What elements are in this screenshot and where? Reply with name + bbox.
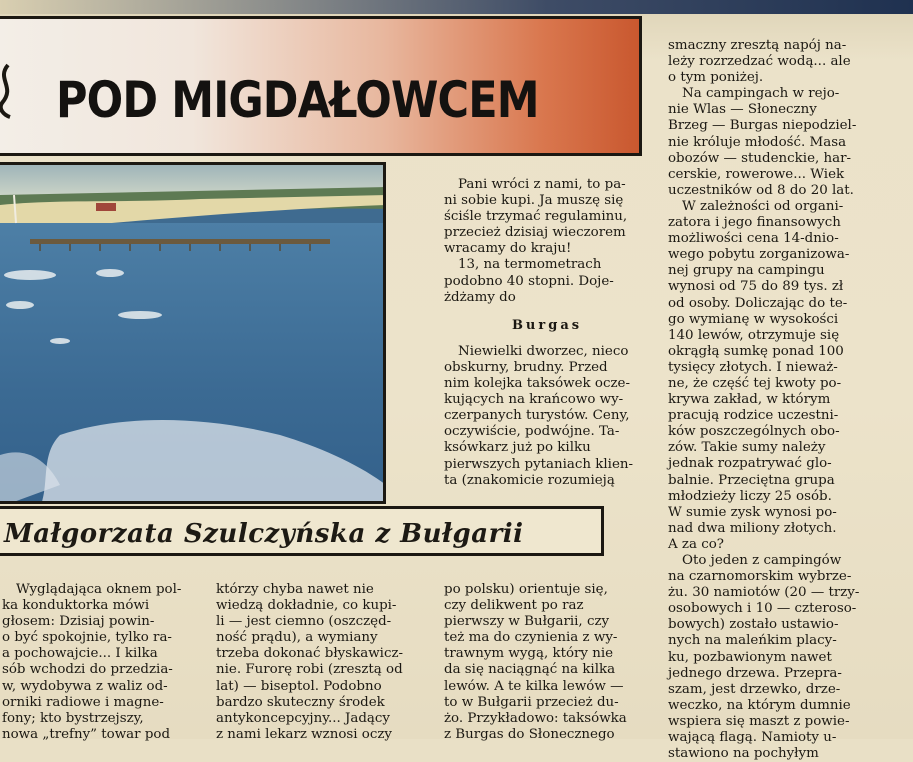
- text-line: zów. Takie sumy należy: [668, 440, 826, 456]
- text-line: nie króluje młodość. Masa: [668, 134, 847, 150]
- text-line: pierwszy w Bułgarii, czy: [444, 614, 610, 630]
- text-line: sób wchodzi do przedzia-: [2, 662, 173, 678]
- text-line: bardzo skuteczny środek: [216, 694, 385, 710]
- text-line: żdżamy do: [444, 289, 516, 305]
- beach-photo: [0, 162, 386, 504]
- text-column-middle: [444, 177, 650, 489]
- text-line: tysięcy złotych. I nieważ-: [668, 359, 838, 375]
- text-line: żo. Przykładowo: taksówka: [444, 710, 627, 726]
- text-line: fony; kto bystrzejszy,: [2, 710, 144, 726]
- text-line: od osoby. Doliczając do te-: [668, 295, 848, 311]
- text-line: ta (znakomicie rozumieją: [444, 472, 615, 488]
- text-line: kujących na krańcowo wy-: [444, 392, 624, 408]
- text-line: nim kolejka taksówek ocze-: [444, 376, 630, 392]
- text-line: Brzeg — Burgas niepodziel-: [668, 118, 857, 134]
- text-line: żu. 30 namiotów (20 — trzy-: [668, 585, 860, 601]
- text-line: ni sobie kupi. Ja muszę się: [444, 193, 624, 209]
- text-line: lewów. A te kilka lewów —: [444, 678, 624, 694]
- text-line: szam, jest drzewko, drze-: [668, 681, 841, 697]
- text-line: zatora i jego finansowych: [668, 215, 841, 231]
- text-line: na czarnomorskim wybrze-: [668, 569, 852, 585]
- text-line: stawiono na pochyłym: [668, 746, 819, 762]
- text-line: wającą flagą. Namioty u-: [668, 730, 837, 746]
- text-line: Wyglądająca oknem pol-: [16, 582, 182, 597]
- text-line: balnie. Przeciętna grupa: [668, 472, 835, 488]
- swash-ornament-icon: [0, 63, 18, 119]
- text-column-right: [668, 38, 880, 762]
- text-line: da się naciągnąć na kilka: [444, 662, 616, 678]
- text-line: podobno 40 stopni. Doje-: [444, 273, 614, 289]
- text-line: ne, że część tej kwoty po-: [668, 375, 842, 391]
- text-line: czy delikwent po raz: [444, 598, 584, 614]
- text-line: ność prądu), a wymiany: [216, 630, 378, 646]
- text-line: Niewielki dworzec, nieco: [458, 343, 629, 359]
- text-line: trawnym wygą, który nie: [444, 646, 614, 662]
- title-banner: [0, 16, 642, 156]
- text-line: nowa „trefny” towar pod: [2, 726, 171, 742]
- text-line: pierwszych pytaniach klien-: [444, 456, 634, 472]
- article-title: POD MIGDAŁOWCEM: [56, 71, 539, 129]
- text-line: możliwości cena 14-dnio-: [668, 231, 839, 247]
- text-line: w, wydobywa z waliz od-: [2, 678, 168, 694]
- text-line: o tym poniżej.: [668, 70, 764, 86]
- text-line: po polsku) orientuje się,: [444, 582, 608, 597]
- top-border-band: [0, 0, 913, 14]
- text-line: wspiera się maszt z powie-: [668, 713, 850, 729]
- text-line: z nami lekarz wznosi oczy: [216, 726, 392, 742]
- text-line: o być spokojnie, tylko ra-: [2, 630, 172, 646]
- text-line: nie Wlas — Słoneczny: [668, 102, 817, 118]
- text-line: go wymianę w wysokości: [668, 311, 839, 327]
- text-line: okrągłą sumkę ponad 100: [668, 343, 844, 359]
- text-line: pracują rodzice uczestni-: [668, 408, 839, 424]
- text-line: ku, pozbawionym nawet: [668, 649, 832, 665]
- text-line: nad dwa miliony złotych.: [668, 520, 837, 536]
- text-line: czerpanych turystów. Ceny,: [444, 408, 630, 424]
- text-line: wracamy do kraju!: [444, 241, 572, 257]
- text-line: a pochowajcie... I kilka: [2, 646, 158, 662]
- text-column-bottom-1: [2, 582, 194, 743]
- text-line: weczko, na którym dumnie: [668, 697, 851, 713]
- text-line: wynosi od 75 do 89 tys. zł: [668, 279, 844, 295]
- text-line: nych na maleńkim placy-: [668, 633, 837, 649]
- text-line: jednego drzewa. Przepra-: [668, 665, 842, 681]
- text-line: przecież dzisiaj wieczorem: [444, 225, 626, 241]
- text-line: trzeba dokonać błyskawicz-: [216, 646, 404, 662]
- text-line: też ma do czynienia z wy-: [444, 630, 618, 646]
- text-line: obskurny, brudny. Przed: [444, 359, 608, 375]
- text-line: ksówkarz już po kilku: [444, 440, 591, 456]
- byline: Małgorzata Szulczyńska z Bułgarii: [4, 519, 524, 549]
- subheading-burgas: Burgas: [511, 317, 583, 333]
- text-line: smaczny zresztą napój na-: [668, 38, 847, 53]
- text-line: z Burgas do Słonecznego: [444, 726, 615, 742]
- text-line: oczywiście, podwójne. Ta-: [444, 424, 620, 440]
- text-line: cerskie, rowerowe... Wiek: [668, 166, 845, 182]
- text-line: leży rozrzedzać wodą... ale: [668, 54, 851, 70]
- text-line: Na campingach w rejo-: [682, 86, 840, 102]
- text-line: W sumie zysk wynosi po-: [668, 504, 837, 520]
- text-line: ków poszczególnych obo-: [668, 424, 840, 440]
- text-line: wego pobytu zorganizowa-: [668, 247, 850, 263]
- byline-box: [0, 506, 604, 556]
- text-line: Oto jeden z campingów: [682, 553, 842, 568]
- text-line: ściśle trzymać regulaminu,: [444, 209, 628, 225]
- text-line: nie. Furorę robi (zresztą od: [216, 662, 403, 678]
- text-line: ka konduktorka mówi: [2, 598, 150, 614]
- text-line: wiedzą dokładnie, co kupi-: [216, 598, 397, 614]
- text-line: głosem: Dzisiaj powin-: [2, 614, 155, 630]
- text-line: krywa zakład, w którym: [668, 392, 831, 408]
- text-line: to w Bułgarii przecież du-: [444, 694, 619, 710]
- text-line: osobowych i 10 — czteroso-: [668, 601, 857, 617]
- text-line: młodzieży liczy 25 osób.: [668, 488, 832, 504]
- text-line: uczestników od 8 do 20 lat.: [668, 182, 854, 198]
- text-column-bottom-2: [216, 582, 426, 743]
- text-column-bottom-3: [444, 582, 654, 743]
- text-line: jednak rozpatrywać glo-: [668, 456, 832, 472]
- text-line: 140 lewów, otrzymuje się: [668, 327, 840, 343]
- text-line: li — jest ciemno (oszczęd-: [216, 614, 392, 630]
- text-line: bowych) zostało ustawio-: [668, 617, 839, 633]
- text-line: obozów — studenckie, har-: [668, 150, 852, 166]
- text-line: Pani wróci z nami, to pa-: [458, 177, 626, 192]
- text-line: orniki radiowe i magne-: [2, 694, 164, 710]
- text-line: nej grupy na campingu: [668, 263, 825, 279]
- text-line: W zależności od organi-: [682, 198, 844, 214]
- text-line: 13, na termometrach: [458, 257, 602, 273]
- text-line: antykoncepcyjny... Jadący: [216, 710, 390, 726]
- text-line: którzy chyba nawet nie: [216, 582, 374, 597]
- text-line: lat) — biseptol. Podobno: [216, 678, 382, 694]
- text-line: A za co?: [668, 536, 724, 552]
